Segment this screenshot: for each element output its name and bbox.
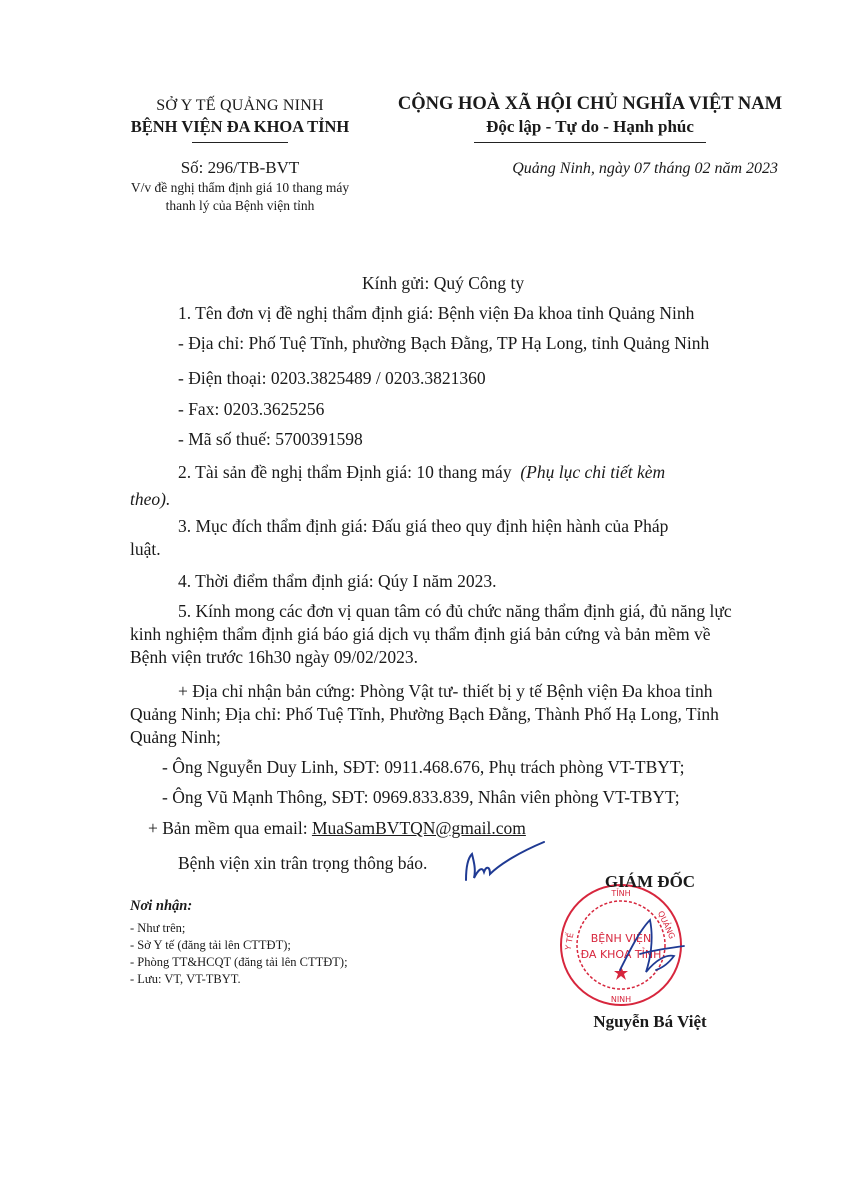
recipient-item: - Sở Y tế (đăng tải lên CTTĐT); xyxy=(130,938,291,952)
country-name: CỘNG HOÀ XÃ HỘI CHỦ NGHĨA VIỆT NAM xyxy=(397,94,783,114)
subject-line-2: thanh lý của Bệnh viện tỉnh xyxy=(165,198,315,213)
item-5-continued-1: kinh nghiệm thẩm định giá báo giá dịch vụ thẩm định giá bản cứng và bản mềm về xyxy=(130,624,711,644)
email-link[interactable]: MuaSamBVTQN@gmail.com xyxy=(311,818,526,838)
hardcopy-address: + Địa chỉ nhận bản cứng: Phòng Vật tư- thiết bị y tế Bệnh viện Đa khoa tỉnh xyxy=(178,681,713,701)
stamp-ring-bottom: NINH xyxy=(610,995,632,1004)
recipient-item: - Lưu: VT, VT-TBYT. xyxy=(130,972,241,986)
item-3: 3. Mục đích thẩm định giá: Đấu giá theo quy định hiện hành của Pháp xyxy=(178,516,669,536)
place-date: Quảng Ninh, ngày 07 tháng 02 năm 2023 xyxy=(512,160,778,177)
address-line: - Địa chỉ: Phố Tuệ Tĩnh, phường Bạch Đằng, TP Hạ Long, tỉnh Quảng Ninh xyxy=(178,333,710,353)
issuing-agency: SỞ Y TẾ QUẢNG NINH xyxy=(156,97,324,114)
item-5-continued-2: Bệnh viện trước 16h30 ngày 09/02/2023. xyxy=(130,647,419,667)
signer-name: Nguyễn Bá Việt xyxy=(593,1012,707,1031)
recipients-title: Nơi nhận: xyxy=(130,898,193,914)
item-3-continued: luật. xyxy=(130,539,161,559)
stamp-text-line-1: BỆNH VIỆN xyxy=(590,932,652,945)
initial-signature-icon xyxy=(460,836,550,886)
softcopy-label: + Bản mềm qua email: xyxy=(148,818,308,838)
stamp-text-line-2: ĐA KHOA TỈNH xyxy=(580,948,662,961)
item-2 xyxy=(178,461,665,484)
recipient-item: - Như trên; xyxy=(130,921,186,935)
item-5: 5. Kính mong các đơn vị quan tâm có đủ chức năng thẩm định giá, đủ năng lực xyxy=(178,601,732,621)
document-number: Số: 296/TB-BVT xyxy=(180,158,300,177)
item-2-text: 2. Tài sản đề nghị thẩm Định giá: 10 thang máy xyxy=(178,462,512,482)
stamp-ring-left: Y TẾ xyxy=(563,932,576,951)
fax-line: - Fax: 0203.3625256 xyxy=(178,399,325,419)
subject-line-1: V/v đề nghị thẩm định giá 10 thang máy xyxy=(130,180,350,195)
hardcopy-address-continued-2: Quảng Ninh; xyxy=(130,727,221,747)
issuing-organization: BỆNH VIỆN ĐA KHOA TỈNH xyxy=(130,117,350,136)
closing-statement: Bệnh viện xin trân trọng thông báo. xyxy=(178,853,428,873)
issuer-underline xyxy=(192,142,288,143)
issuer-block xyxy=(90,96,390,215)
hardcopy-address-continued-1: Quảng Ninh; Địa chỉ: Phố Tuệ Tĩnh, Phường Bạch Đằng, Thành Phố Hạ Long, Tỉnh xyxy=(130,704,719,724)
item-1: 1. Tên đơn vị đề nghị thẩm định giá: Bệnh viện Đa khoa tỉnh Quảng Ninh xyxy=(178,303,695,323)
recipient-item: - Phòng TT&HCQT (đăng tải lên CTTĐT); xyxy=(130,955,348,969)
phone-line: - Điện thoại: 0203.3825489 / 0203.3821360 xyxy=(178,368,486,388)
item-4: 4. Thời điểm thẩm định giá: Qúy I năm 2023. xyxy=(178,571,497,591)
motto-underline xyxy=(474,142,706,143)
item-2-continued: theo). xyxy=(130,489,171,509)
stamp-ring-right: QUẢNG xyxy=(655,909,677,941)
tax-line: - Mã số thuế: 5700391598 xyxy=(178,429,363,449)
contact-person-1: - Ông Nguyễn Duy Linh, SĐT: 0911.468.676, Phụ trách phòng VT-TBYT; xyxy=(162,757,685,777)
national-motto: Độc lập - Tự do - Hạnh phúc xyxy=(486,117,694,136)
director-signature-icon xyxy=(610,910,690,980)
signer-title: GIÁM ĐỐC xyxy=(604,872,696,891)
stamp-ring-top: TỈNH xyxy=(611,889,631,898)
national-heading xyxy=(380,92,800,143)
salutation: Kính gửi: Quý Công ty xyxy=(362,273,525,293)
item-2-appendix-note: (Phụ lục chi tiết kèm xyxy=(520,462,666,482)
contact-person-2: - Ông Vũ Mạnh Thông, SĐT: 0969.833.839, Nhân viên phòng VT-TBYT; xyxy=(162,787,680,807)
